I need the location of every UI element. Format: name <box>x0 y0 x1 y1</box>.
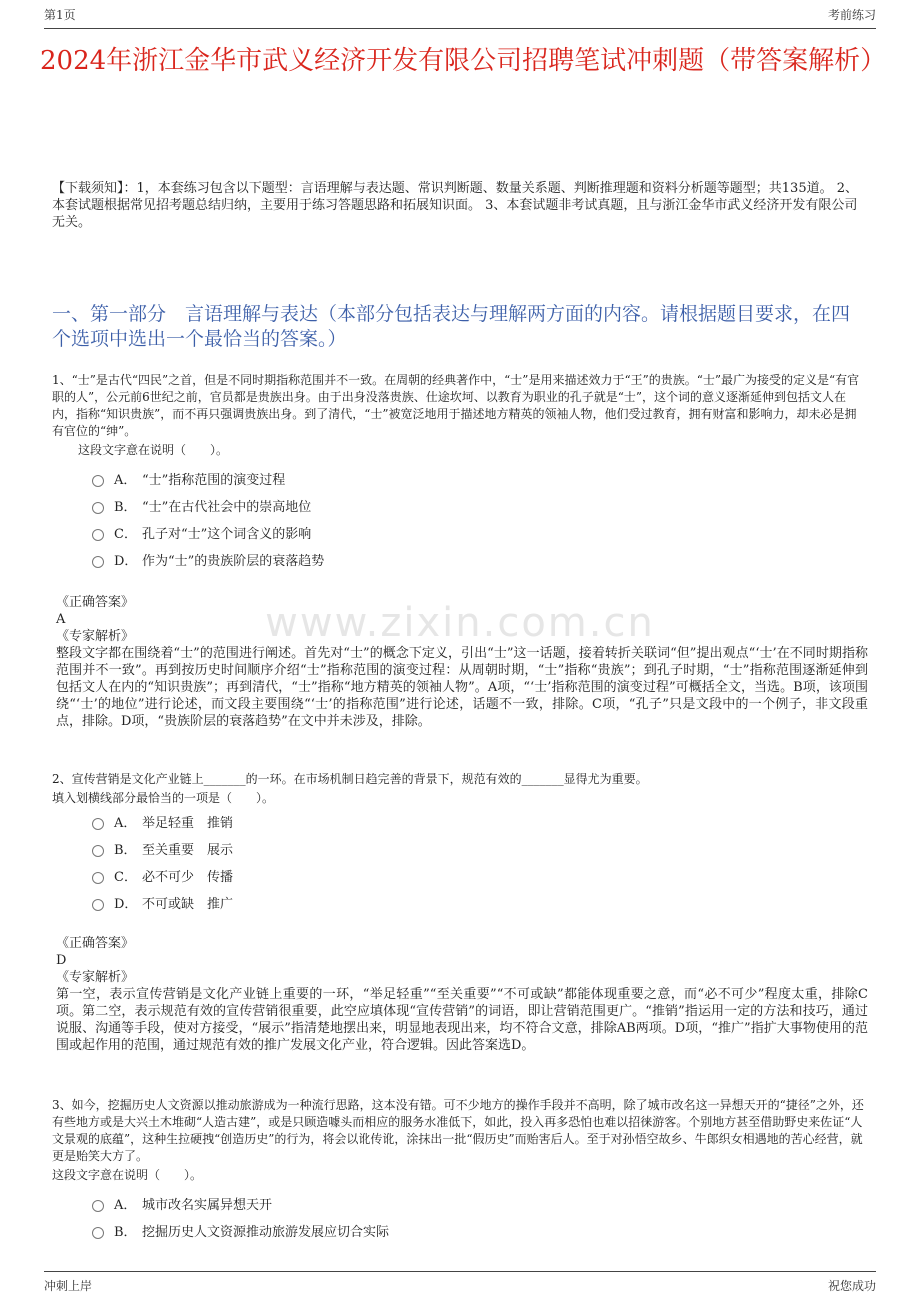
question-3 <box>52 1097 868 1184</box>
footer-left: 冲刺上岸 <box>44 1279 93 1293</box>
question-1 <box>52 372 868 459</box>
options-q2 <box>92 808 233 916</box>
question-prompt: 这段文字意在说明（ ）。 <box>52 1168 203 1182</box>
answer-label: 《正确答案》 <box>56 595 135 610</box>
options-q3 <box>92 1190 389 1244</box>
answer-block-q1 <box>56 594 868 730</box>
radio-icon[interactable] <box>92 529 104 541</box>
radio-icon[interactable] <box>92 845 104 857</box>
analysis-text: 第一空，表示宣传营销是文化产业链上重要的一环，“举足轻重”“至关重要”“不可或缺”都能体现重要之意，而“必不可少”程度太重，排除C项。第二空，表示规范有效的宣传营销很重要，此空应填体现“宣传营销”的词语，即让营销范围更广。“推销”指运用一定的方法和技巧，通过说服、沟通等手段，使对方接受，“展示”指清楚地摆出来，明显地表现出来，均不符合文意，排除AB两项。D项，“推广”指扩大事物使用的范围或起作用的范围，通过规范有效的推广发展文化产业，符合逻辑。因此答案选D。 <box>56 987 868 1053</box>
radio-icon[interactable] <box>92 872 104 884</box>
answer-block-q2 <box>56 935 868 1054</box>
radio-icon[interactable] <box>92 1227 104 1239</box>
answer-value: A <box>56 612 66 627</box>
question-stem: 2、宣传营销是文化产业链上_______的一环。在市场机制日趋完善的背景下，规范有效的_______显得尤为重要。 <box>52 772 648 786</box>
radio-icon[interactable] <box>92 556 104 568</box>
header-category: 考前练习 <box>827 8 876 22</box>
question-prompt: 填入划横线部分最恰当的一项是（ ）。 <box>52 791 275 805</box>
radio-icon[interactable] <box>92 1200 104 1212</box>
page-footer <box>44 1271 876 1294</box>
watermark: www.zixin.com.cn <box>265 600 655 646</box>
radio-icon[interactable] <box>92 899 104 911</box>
analysis-label: 《专家解析》 <box>56 629 135 644</box>
option-a[interactable]: A． “士”指称范围的演变过程 <box>92 465 324 492</box>
option-b[interactable]: B． “士”在古代社会中的崇高地位 <box>92 492 324 519</box>
answer-value: D <box>56 953 67 968</box>
option-b[interactable]: B． 挖掘历史人文资源推动旅游发展应切合实际 <box>92 1217 389 1244</box>
option-c[interactable]: C． 孔子对“士”这个词含义的影响 <box>92 519 324 546</box>
question-stem: 3、如今，挖掘历史人文资源以推动旅游成为一种流行思路，这本没有错。可不少地方的操作手段并不高明，除了城市改名这一异想天开的“捷径”之外，还有些地方或是大兴土木堆砌“人造古建”，或是只顾造噱头而相应的服务水准低下，如此，投入再多恐怕也难以招徕游客。个别地方甚至借助野史来佐证“人文景观的底蕴”，这种生拉硬拽“创造历史”的行为，将会以讹传讹，涂抹出一批“假历史”而贻害后人。至于对孙悟空故乡、牛郎织女相遇地的苦心经营，就更是贻笑大方了。 <box>52 1098 864 1163</box>
radio-icon[interactable] <box>92 475 104 487</box>
option-d[interactable]: D． 不可或缺 推广 <box>92 889 233 916</box>
analysis-label: 《专家解析》 <box>56 970 135 985</box>
question-prompt: 这段文字意在说明（ ）。 <box>78 443 229 457</box>
download-notice: 【下载须知】：1，本套练习包含以下题型：言语理解与表达题、常识判断题、数量关系题、判断推理题和资料分析题等题型；共135道。 2、本套试题根据常见招考题总结归纳，主要用于练习答题思路和拓展知识面。 3、本套试题非考试真题，且与浙江金华市武义经济开发有限公司无关。 <box>52 181 858 230</box>
option-b[interactable]: B． 至关重要 展示 <box>92 835 233 862</box>
option-a[interactable]: A． 举足轻重 推销 <box>92 808 233 835</box>
option-d[interactable]: D． 作为“士”的贵族阶层的衰落趋势 <box>92 546 324 573</box>
question-stem: 1、“士”是古代“四民”之首，但是不同时期指称范围并不一致。在周朝的经典著作中，“士”是用来描述效力于“王”的贵族。“士”最广为接受的定义是“有官职的人”，公元前6世纪之前，官员都是贵族出身。由于出身没落贵族、仕途坎坷、以教育为职业的孔子就是“士”，这个词的意义逐渐延伸到包括文人在内，指称“知识贵族”，而不再只强调贵族出身。到了清代，“士”被宽泛地用于描述地方精英的领袖人物，他们受过教育，拥有财富和影响力，却未必是拥有官位的“绅”。 <box>52 373 860 438</box>
answer-label: 《正确答案》 <box>56 936 135 951</box>
page-number: 第1页 <box>44 8 76 22</box>
radio-icon[interactable] <box>92 818 104 830</box>
option-a[interactable]: A． 城市改名实属异想天开 <box>92 1190 389 1217</box>
document-title: 2024年浙江金华市武义经济开发有限公司招聘笔试冲刺题（带答案解析） <box>40 46 887 76</box>
footer-right: 祝您成功 <box>827 1279 876 1293</box>
section-title: 一、第一部分 言语理解与表达（本部分包括表达与理解两方面的内容。请根据题目要求，在四个选项中选出一个最恰当的答案。） <box>52 303 851 350</box>
radio-icon[interactable] <box>92 502 104 514</box>
question-2 <box>52 771 868 807</box>
option-c[interactable]: C． 必不可少 传播 <box>92 862 233 889</box>
options-q1 <box>92 465 324 573</box>
analysis-text: 整段文字都在围绕着“士”的范围进行阐述。首先对“士”的概念下定义，引出“士”这一话题，接着转折关联词“但”提出观点“‘士’在不同时期指称范围并不一致”。再到按历史时间顺序介绍“士”指称范围的演变过程：从周朝时期，“士”指称“贵族”；到孔子时期，“士”指称范围逐渐延伸到包括文人在内的“知识贵族”；再到清代，“士”指称“地方精英的领袖人物”。A项，“‘士’指称范围的演变过程”可概括全文，当选。B项，该项围绕“‘士’的地位”进行论述，而文段主要围绕“‘士’的指称范围”进行论述，话题不一致，排除。C项，“孔子”只是文段中的一个例子，非文段重点，排除。D项，“贵族阶层的衰落趋势”在文中并未涉及，排除。 <box>56 646 868 729</box>
page-header <box>44 6 876 29</box>
